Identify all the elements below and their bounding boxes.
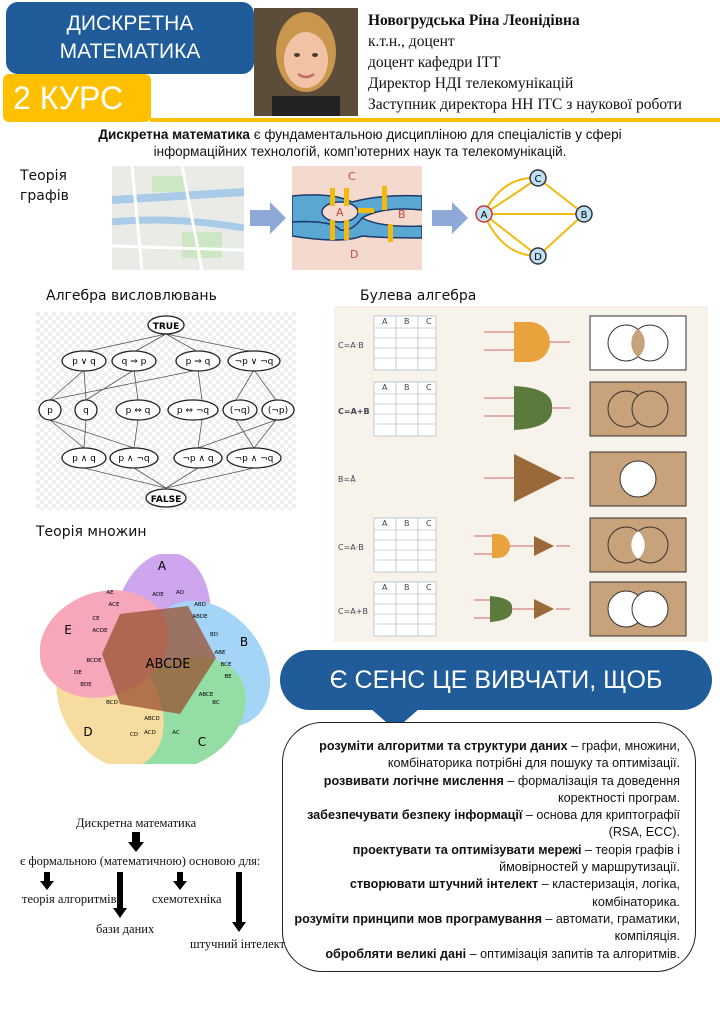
venn-label-7: ACDE <box>92 628 108 634</box>
boolean-expr-4: C=A+B <box>338 607 368 616</box>
diagram-item-circuits: схемотехніка <box>152 892 222 906</box>
truth-h-c-4: C <box>426 583 432 592</box>
reason-item-1: розвивати логічне мислення – формалізація та доведення коректності програм. <box>323 773 680 805</box>
venn-label-14: BDE <box>80 682 92 688</box>
intro-text <box>40 126 680 160</box>
lattice-r2-3: p ⇔ ¬q <box>176 406 210 416</box>
lattice-r2-5: (¬p) <box>267 406 289 416</box>
venn-label-8: BD <box>209 632 219 638</box>
graph-theory-heading <box>20 166 69 206</box>
arrow-right-icon-2 <box>430 200 470 236</box>
venn-a: A <box>157 559 167 573</box>
boolean-expr-0: C=A·B <box>338 341 364 350</box>
konigsberg-bridges-image <box>292 166 422 270</box>
boolean-algebra-heading: Булева алгебра <box>360 288 477 304</box>
boolean-expr-3: C=A·B <box>338 543 364 552</box>
lattice-r3-1: p ∧ ¬q <box>118 454 150 464</box>
course-title-line1: ДИСКРЕТНА <box>66 12 194 35</box>
graph-diagram <box>472 166 600 270</box>
lecturer-info <box>368 10 682 115</box>
set-theory-heading: Теорія множин <box>36 524 147 540</box>
course-title-box <box>6 2 254 74</box>
truth-h-b-3: B <box>404 519 410 528</box>
arrow-down-icon <box>128 832 144 852</box>
lecturer-position: доцент кафедри ІТТ <box>368 54 501 71</box>
arrow-down-icon-3 <box>173 872 187 890</box>
graph-node-c-label: C <box>534 174 542 185</box>
truth-h-c-3: C <box>426 519 432 528</box>
boolean-expr-2: B=Ā <box>338 475 356 484</box>
truth-h-c-0: C <box>426 317 432 326</box>
venn-label-0: AE <box>106 590 114 596</box>
venn-e: E <box>64 623 72 637</box>
venn-label-16: BC <box>212 700 220 706</box>
lecturer-name: Новогрудська Ріна Леонідівна <box>368 12 580 29</box>
venn-label-18: ABCD <box>144 716 160 722</box>
truth-h-b-4: B <box>404 583 410 592</box>
venn-label-19: ACD <box>144 730 156 736</box>
lecturer-role-2: Заступник директора НН ІТС з наукової роботи <box>368 96 682 113</box>
venn-center: ABCDE <box>145 657 191 672</box>
lattice-r2-4: (¬q) <box>229 406 251 416</box>
lattice-r2-2: p ⇔ q <box>125 406 151 416</box>
venn-label-13: BE <box>224 674 232 680</box>
intro-line2: інформаційних технологій, комп’ютерних наук та телекомунікацій. <box>153 144 567 159</box>
reasons-list <box>292 738 680 963</box>
intro-bold: Дискретна математика <box>98 127 250 142</box>
diagram-middle-label: є формальною (математичною) основою для: <box>20 854 261 868</box>
bridge-label-d: D <box>350 248 359 261</box>
lattice-r1-1: q ⇒ p <box>121 357 147 367</box>
arrow-down-icon-1 <box>40 872 54 890</box>
lattice-r3-3: ¬p ∧ ¬q <box>234 454 274 464</box>
venn-diagram <box>40 554 276 764</box>
reason-item-3: проектувати та оптимізувати мережі – теорія графів і ймовірностей у маршрутизації. <box>352 842 680 875</box>
graph-node-b-label: B <box>580 210 588 221</box>
portrait-image <box>254 8 358 116</box>
logic-algebra-heading: Алгебра висловлювань <box>46 288 217 304</box>
venn-label-1: ADE <box>152 592 164 598</box>
venn-label-11: DE <box>74 670 82 676</box>
graph-heading-line1: Теорія <box>20 168 67 184</box>
lattice-r1-0: p ∨ q <box>72 357 96 367</box>
venn-label-21: AC <box>172 730 180 736</box>
truth-h-a-4: A <box>382 583 388 592</box>
intro-rest: є фундаментальною дисципліною для спеціалістів у сфері <box>249 127 622 142</box>
bridge-label-b: B <box>398 208 406 221</box>
reason-item-4: створювати штучний інтелект – кластеризація, логіка, комбінаторика. <box>349 877 680 909</box>
reason-item-0: розуміти алгоритми та структури даних – графи, множини, комбінаторика потрібні для пошуку та оптимізації. <box>319 739 680 771</box>
truth-h-a-3: A <box>382 519 388 528</box>
lecturer-role-1: Директор НДІ телекомунікацій <box>368 75 574 92</box>
graph-node-a-label: A <box>480 210 488 221</box>
venn-label-17: BCD <box>106 700 118 706</box>
lattice-top: TRUE <box>152 322 180 332</box>
lecturer-degree: к.т.н., доцент <box>368 33 455 50</box>
venn-c: C <box>197 735 207 749</box>
lecturer-photo <box>254 8 358 116</box>
venn-label-10: ABE <box>214 650 226 656</box>
arrow-down-icon-4 <box>232 872 246 932</box>
reason-item-6: обробляти великі дані – оптимізація запитів та алгоритмів. <box>325 946 680 961</box>
truth-h-b-0: B <box>404 317 410 326</box>
lattice-r2-0: p <box>47 406 53 416</box>
arrow-right-icon <box>248 200 288 236</box>
course-title-line2: МАТЕМАТИКА <box>59 40 201 63</box>
bridge-label-a: A <box>336 206 344 219</box>
venn-label-12: BCE <box>220 662 232 668</box>
reason-item-2: забезпечувати безпеку інформації – основа для криптографії (RSA, ECC). <box>307 808 680 840</box>
lattice-r3-0: p ∧ q <box>72 454 96 464</box>
logic-lattice-diagram <box>36 312 296 510</box>
boolean-algebra-diagram <box>334 306 708 642</box>
reason-item-5: розуміти принципи мов програмування – автомати, граматики, компіляція. <box>294 911 680 944</box>
diagram-item-ai: штучний інтелект <box>190 937 285 951</box>
venn-label-20: CD <box>129 732 139 738</box>
boolean-expr-1: C=A+B <box>338 407 370 416</box>
truth-h-a-1: A <box>382 383 388 392</box>
truth-h-a-0: A <box>382 317 388 326</box>
lattice-r1-3: ¬p ∨ ¬q <box>234 357 274 367</box>
lattice-r1-2: p ⇒ q <box>185 357 211 367</box>
truth-h-c-1: C <box>426 383 432 392</box>
truth-h-b-1: B <box>404 383 410 392</box>
venn-label-3: ABD <box>194 602 206 608</box>
course-year-badge: 2 КУРС <box>3 74 151 122</box>
graph-heading-line2: графів <box>20 188 69 204</box>
lattice-bottom: FALSE <box>150 495 182 505</box>
bridge-label-c: C <box>348 170 356 183</box>
venn-label-2: AD <box>176 590 184 596</box>
graph-node-d-label: D <box>534 252 542 263</box>
venn-b: B <box>239 635 249 649</box>
lattice-r3-2: ¬p ∧ q <box>182 454 214 464</box>
venn-label-9: BCDE <box>86 658 102 664</box>
why-study-banner: Є СЕНС ЦЕ ВИВЧАТИ, ЩОБ <box>280 650 712 710</box>
diagram-top-label: Дискретна математика <box>76 816 197 830</box>
venn-label-15: ABCE <box>198 692 214 698</box>
lattice-r2-1: q <box>83 406 89 416</box>
venn-label-4: ACE <box>108 602 120 608</box>
diagram-item-databases: бази даних <box>96 922 155 936</box>
venn-label-5: ABDE <box>192 614 208 620</box>
venn-label-6: CE <box>92 616 100 622</box>
header-divider <box>150 118 720 122</box>
diagram-item-algorithms: теорія алгоритмів <box>22 892 117 906</box>
city-map-image <box>112 166 244 270</box>
venn-d: D <box>83 725 93 739</box>
